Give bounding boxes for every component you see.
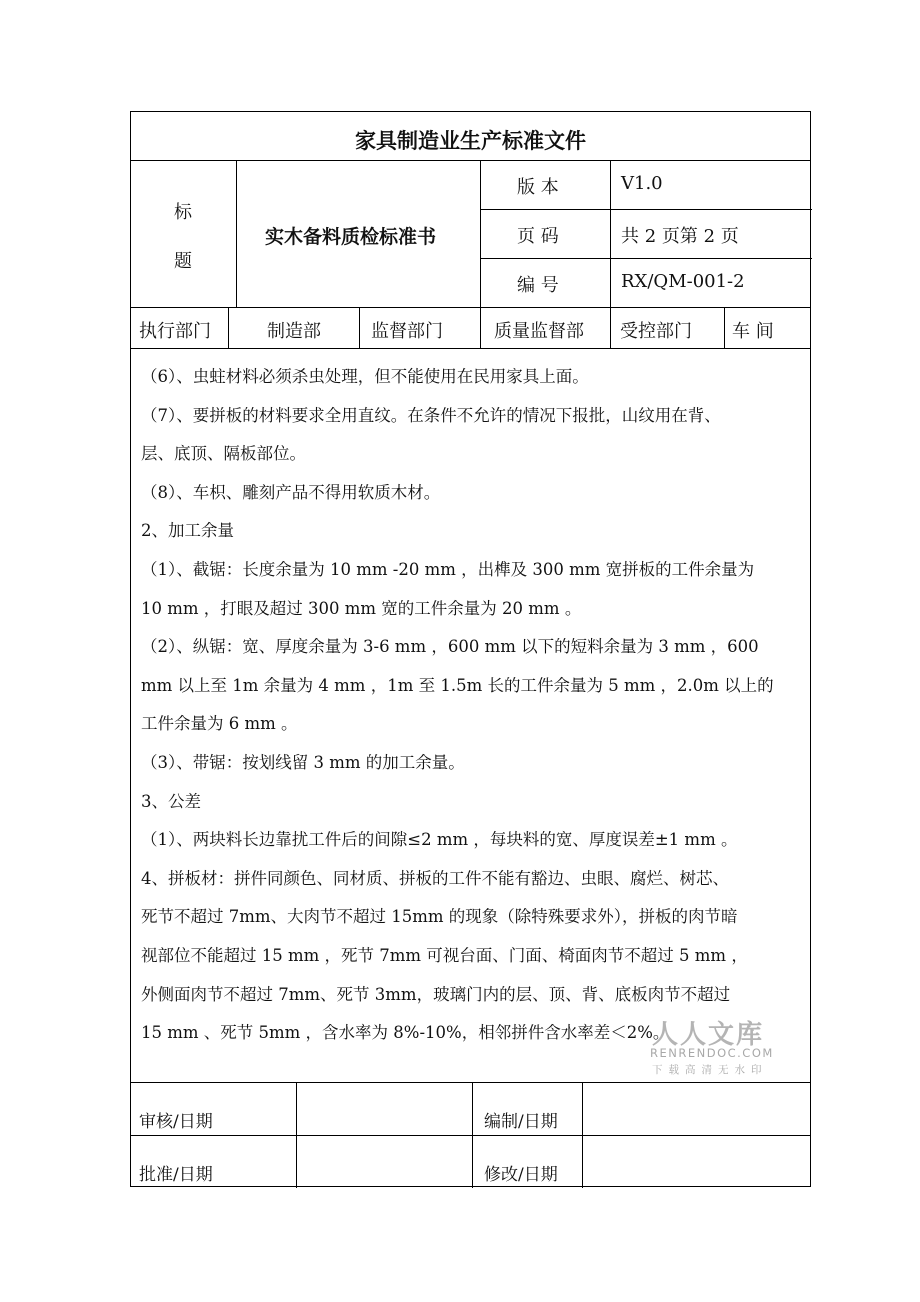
supervise-dept-value: 质量监督部 [494, 321, 584, 342]
modify-date-label: 修改/日期 [484, 1165, 558, 1185]
section-heading: 3、公差 [141, 791, 201, 811]
divider [480, 209, 812, 210]
code-value: RX/QM-001-2 [621, 271, 745, 292]
content-line: （3）、带锯：按划线留 3 mm 的加工余量。 [141, 752, 465, 772]
divider [131, 160, 810, 161]
divider [480, 160, 481, 348]
title-label-1: 标 [174, 202, 192, 223]
watermark-logo [648, 1014, 772, 1080]
content-line: 15 mm 、死节 5mm ，含水率为 8%-10%，相邻拼件含水率差＜2%。 [141, 1023, 670, 1043]
page-value: 共 2 页第 2 页 [621, 226, 739, 247]
approve-date-label: 批准/日期 [139, 1165, 213, 1185]
content-line: （6）、虫蛀材料必须杀虫处理，但不能使用在民用家具上面。 [141, 367, 589, 386]
exec-dept-value: 制造部 [267, 321, 321, 342]
content-line: 视部位不能超过 15 mm ，死节 7mm 可视台面、门面、椅面肉节不超过 5 mm ， [141, 945, 748, 965]
divider [228, 307, 229, 348]
review-date-label: 审核/日期 [139, 1112, 213, 1132]
title-label-2: 题 [174, 251, 192, 272]
divider [724, 307, 725, 348]
content-line: 死节不超过 7mm、大肉节不超过 15mm 的现象（除特殊要求外），拼板的肉节暗 [141, 907, 738, 927]
divider [131, 1082, 810, 1083]
control-dept-value: 车 间 [732, 321, 774, 342]
watermark-slogan: 下载高清无水印 [652, 1064, 768, 1076]
version-label: 版 本 [517, 177, 559, 198]
divider [296, 1082, 297, 1188]
content-line: 4、拼板材：拼件同颜色、同材质、拼板的工件不能有豁边、虫眼、腐烂、树芯、 [141, 868, 729, 888]
content-line: （1）、截锯：长度余量为 10 mm -20 mm ，出榫及 300 mm 宽拼板的工件余量为 [141, 559, 755, 579]
section-heading: 2、加工余量 [141, 521, 234, 541]
divider [236, 160, 237, 307]
compile-date-label: 编制/日期 [484, 1112, 558, 1132]
divider [582, 1082, 583, 1188]
divider [131, 348, 810, 349]
divider [610, 160, 611, 348]
supervise-dept-label: 监督部门 [371, 321, 443, 342]
page-label: 页 码 [517, 226, 559, 247]
watermark-brand: 人人文库 [652, 1020, 765, 1050]
content-line: （1）、两块料长边靠扰工件后的间隙≤2 mm ，每块料的宽、厚度误差±1 mm 。 [141, 830, 738, 850]
content-line: 10 mm ，打眼及超过 300 mm 宽的工件余量为 20 mm 。 [141, 598, 582, 618]
standard-content [141, 358, 803, 1053]
content-line: 层、底顶、隔板部位。 [141, 444, 306, 464]
code-label: 编 号 [517, 275, 559, 296]
control-dept-label: 受控部门 [620, 321, 692, 342]
exec-dept-label: 执行部门 [139, 321, 211, 342]
content-line: mm 以上至 1m 余量为 4 mm ，1m 至 1.5m 长的工件余量为 5 mm ，2.0m 以上的 [141, 675, 774, 695]
content-line: （2）、纵锯：宽、厚度余量为 3-6 mm ，600 mm 以下的短料余量为 3 mm ，600 [141, 637, 759, 657]
divider [480, 258, 812, 259]
divider [472, 1082, 473, 1188]
content-line: 工件余量为 6 mm 。 [141, 714, 298, 734]
main-title: 家具制造业生产标准文件 [355, 128, 586, 153]
watermark-url: RENRENDOC.COM [650, 1046, 774, 1060]
content-line: （8）、车枳、雕刻产品不得用软质木材。 [141, 482, 441, 502]
content-line: （7）、要拼板的材料要求全用直纹。在条件不允许的情况下报批，山纹用在背、 [141, 405, 721, 425]
divider [131, 1135, 810, 1136]
document-title: 实木备料质检标准书 [265, 226, 437, 248]
divider [131, 307, 810, 308]
content-line: 外侧面肉节不超过 7mm、死节 3mm，玻璃门内的层、顶、背、底板肉节不超过 [141, 984, 731, 1004]
version-value: V1.0 [621, 173, 663, 194]
divider [359, 307, 360, 348]
